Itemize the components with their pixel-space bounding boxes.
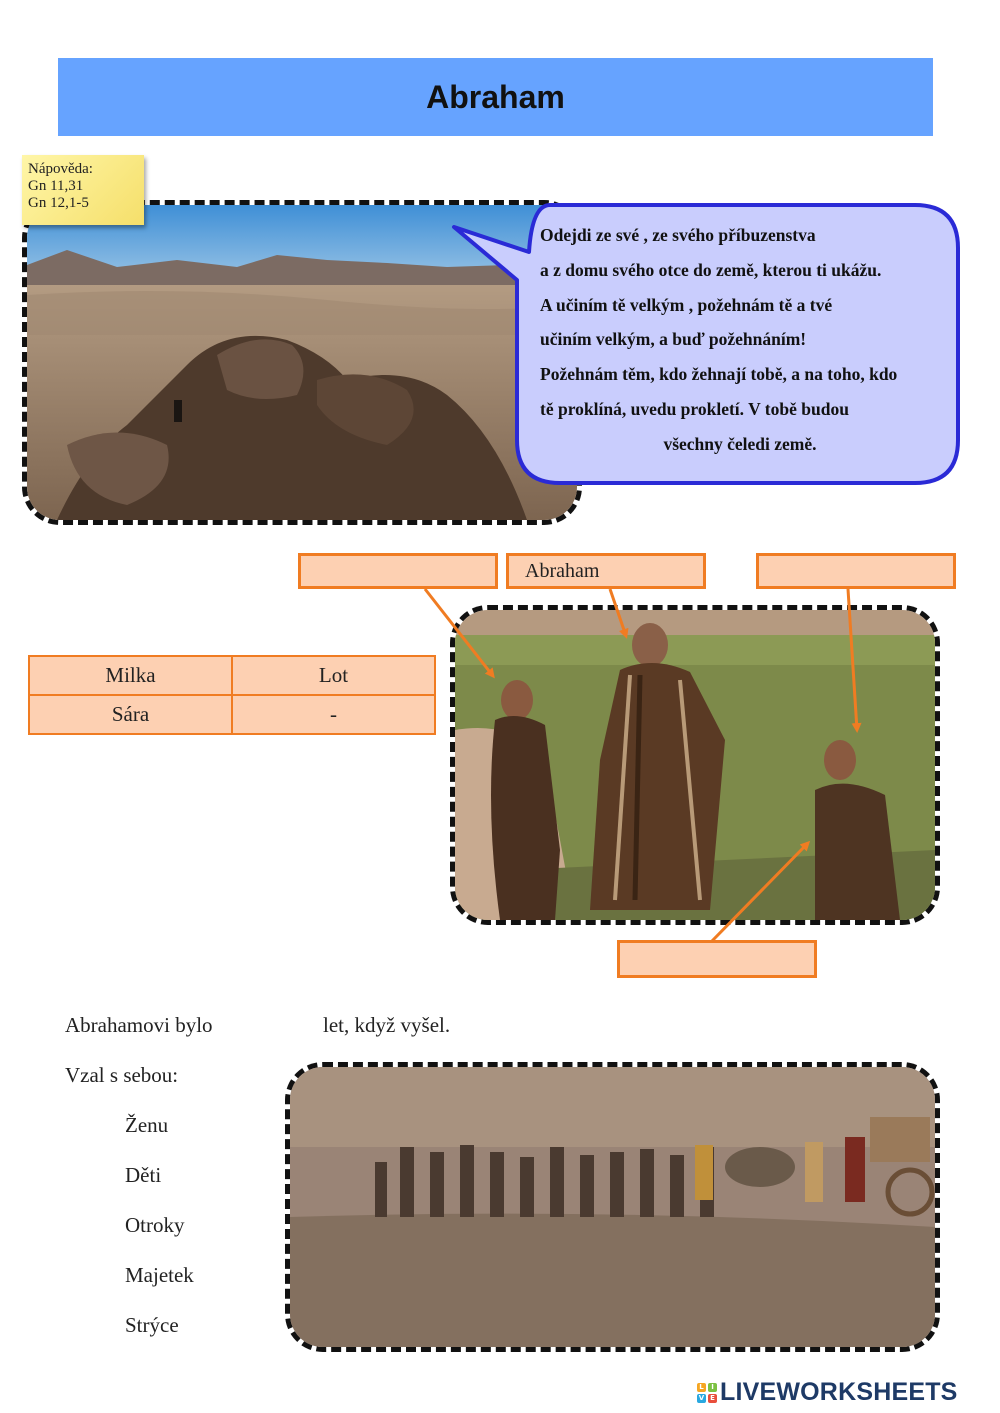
label-abraham: Abraham [506,553,706,589]
liveworksheets-logo-icon [697,1383,717,1403]
answer-box-lot[interactable] [617,940,817,978]
family-walking-image [455,610,935,920]
speech-line: Požehnám těm, kdo žehnají tobě, a na toho, kdo [540,364,898,385]
table-cell: Lot [232,656,435,695]
table-row [29,656,435,695]
table-cell: - [232,695,435,734]
answer-box-woman[interactable] [298,553,498,589]
option-children[interactable]: Děti [125,1163,162,1187]
hint-note [22,155,144,225]
age-prefix-text: Abrahamovi bylo [65,1013,213,1037]
speech-line: tě proklíná, uvedu prokletí. V tobě budou [540,398,849,419]
hint-ref: Gn 11,31 [28,178,84,194]
option-property[interactable]: Majetek [125,1263,194,1287]
option-wife[interactable]: Ženu [125,1113,169,1137]
option-uncle[interactable]: Strýce [125,1313,179,1337]
family-photo [450,605,940,925]
logo-letter: I [708,1383,717,1392]
table-cell: Milka [29,656,232,695]
caravan-photo [285,1062,940,1352]
took-label: Vzal s sebou: [65,1063,179,1087]
option-slaves[interactable]: Otroky [125,1213,185,1237]
title-banner [58,58,933,136]
hint-ref: Gn 12,1-5 [28,195,89,211]
logo-letter: L [697,1383,706,1392]
caravan-image [290,1067,935,1347]
speech-line: Odejdi ze své , ze svého příbuzenstva [540,225,816,245]
table-cell: Sára [29,695,232,734]
page-title: Abraham [426,78,565,115]
speech-line: učiním velkým, a buď požehnáním! [540,329,807,350]
age-suffix-text: let, když vyšel. [323,1013,451,1037]
liveworksheets-watermark [697,1378,958,1407]
logo-letter: E [708,1394,717,1403]
speech-line: a z domu svého otce do země, kterou ti ukážu. [540,259,882,280]
speech-text [540,218,940,462]
speech-line: všechny čeledi země. [663,433,817,454]
hint-label: Nápověda: [28,161,93,177]
names-table [28,655,436,735]
answer-box-young-man[interactable] [756,553,956,589]
speech-line: A učiním tě velkým , požehnám tě a tvé [540,294,833,315]
logo-letter: V [698,1393,705,1402]
table-row [29,695,435,734]
watermark-text: LIVEWORKSHEETS [720,1378,958,1406]
